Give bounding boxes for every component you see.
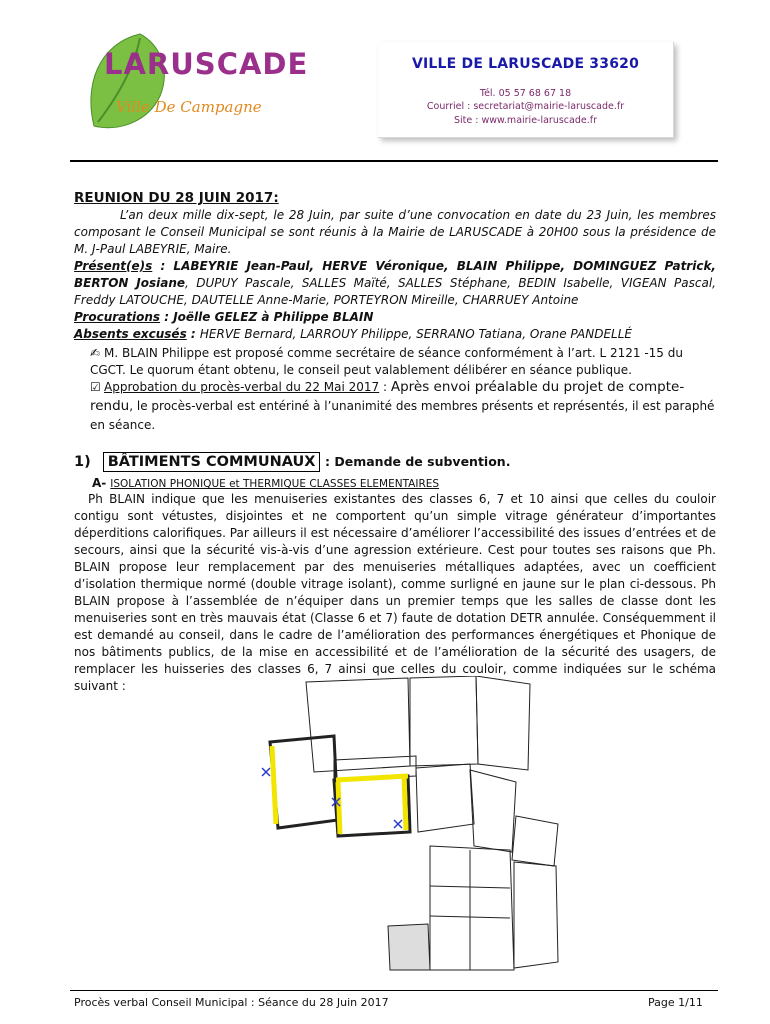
email-address: Courriel : secretariat@mairie-laruscade.fr — [426, 101, 625, 112]
absents-label: Absents excusés — [74, 327, 187, 341]
header-contact-box — [378, 42, 674, 138]
section-1-subtitle: : Demande de subvention. — [325, 454, 511, 469]
meeting-title-suffix: : — [273, 190, 279, 206]
footer-divider — [70, 990, 718, 991]
logo-name: LARUSCADE — [104, 47, 308, 81]
phone-number: Tél. 05 57 68 67 18 — [479, 88, 572, 99]
section-1-title: BÂTIMENTS COMMUNAUX — [103, 452, 321, 472]
section-1-heading — [74, 452, 510, 472]
plan-room-right — [470, 770, 516, 852]
meeting-title-text: REUNION DU 28 JUIN 2017 — [74, 190, 274, 206]
present-bold-names: : LABEYRIE Jean-Paul, HERVE Véronique, BLAIN Philippe, DOMINGUEZ Patrick, BERTON Josiane — [74, 259, 716, 290]
floor-plan-drawing — [258, 676, 576, 976]
approval-big-text: Après envoi préalable du projet de compte-rendu — [90, 379, 685, 414]
approval-link-text: Approbation du procès-verbal du 22 Mai 2017 — [104, 380, 380, 394]
plan-room-top-right — [476, 676, 530, 770]
approval-paragraph — [90, 378, 716, 435]
highlighted-joinery — [272, 746, 408, 834]
plan-room-top-left — [306, 678, 410, 772]
absents-names: HERVE Bernard, LARROUY Philippe, SERRANO Tatiana, Orane PANDELLÉ — [199, 327, 633, 341]
plan-room-top-mid — [410, 676, 478, 766]
checkbox-icon: ☑ — [90, 380, 101, 394]
section-1-body: Ph BLAIN indique que les menuiseries existantes des classes 6, 7 et 10 ainsi que celles du couloir contigu sont vétustes, disjointes et ne comportent qu’un simple vitrage générateur d’importantes déperditions calorifiques. Par ailleurs il est nécessaire d’améliorer l’accessibilité des issues d’entrées et de secours, ainsi que la sécurité vis-à-vis d’une agression extérieure. Cest pour toutes ses raisons que Ph. BLAIN propose leur remplacement par des menuiseries métalliques adaptées, avec un coefficient d’isolation thermique normé (double vitrage isolant), comme surligné en jaune sur le plan ci-dessous. Ph BLAIN propose à l’assemblée de n’équiper dans un premier temps que les salles de classe dont les menuiseries sont en très mauvais état (Classe 6 et 7) faute de dotation DETR annulée. Conséquemment il est demandé au conseil, dans le cadre de l’amélioration des performances énergétiques et Phonique de nos bâtiments publics, de la mise en accessibilité et de l’amélioration de la sécurité des usagers, de remplacer les huisseries des classes 6, 7 ainsi que celles du couloir, comme indiquées sur le schéma suivant : — [74, 492, 716, 693]
secretary-paragraph — [90, 345, 716, 379]
website-address: Site : www.mairie-laruscade.fr — [454, 115, 597, 126]
plan-class-6 — [270, 736, 338, 828]
meeting-intro: L’an deux mille dix-sept, le 28 Juin, par suite d’une convocation en date du 23 Juin, les membres composant le Conseil Municipal se sont réunis à la Mairie de LARUSCADE à 20H00 sous la présidence de M. J-Paul LABEYRIE, Maire. — [74, 208, 716, 256]
plan-room-far-right — [512, 816, 558, 866]
plan-lower-right — [514, 862, 558, 968]
laruscade-logo — [78, 26, 308, 138]
section-1-number: 1) — [74, 454, 91, 470]
leaf-logo-graphic — [78, 26, 308, 138]
plan-room-centre — [416, 764, 474, 832]
floor-plan — [258, 676, 576, 976]
secretary-text: M. BLAIN Philippe est proposé comme secrétaire de séance conformément à l’art. L 2121 -15 du CGCT. Le quorum étant obtenu, le conseil peut valablement délibérer en séance publique. — [90, 346, 683, 377]
subsection-a-heading — [92, 476, 439, 490]
procurations-label: Procurations — [74, 310, 161, 324]
present-other-names: , DUPUY Pascale, SALLES Maïté, SALLES Stéphane, BEDIN Isabelle, VIGEAN Pascal, Freddy LATOUCHE, DAUTELLE Anne-Marie, PORTEYRON Mireille, CHARRUEY Antoine — [74, 276, 716, 307]
footer-document-title: Procès verbal Conseil Municipal : Séance du 28 Juin 2017 — [74, 996, 389, 1009]
absents-colon: : — [186, 327, 200, 341]
logo-tagline: Ville De Campagne — [116, 98, 262, 116]
subsection-a-letter: A- — [92, 476, 107, 490]
header-divider — [70, 160, 718, 162]
town-title: VILLE DE LARUSCADE 33620 — [411, 56, 640, 72]
present-label: Présent(e)s — [74, 259, 153, 273]
footer-page-number: Page 1/11 — [648, 996, 703, 1009]
procurations-text: : Joëlle GELEZ à Philippe BLAIN — [160, 310, 374, 324]
procurations — [74, 309, 716, 326]
plan-hatch-area — [388, 924, 430, 970]
approval-colon: : — [379, 380, 391, 394]
subsection-a-title: ISOLATION PHONIQUE et THERMIQUE CLASSES ELEMENTAIRES — [110, 478, 440, 490]
present-members — [74, 258, 716, 309]
plan-lower-wing — [430, 846, 514, 970]
absents — [74, 326, 716, 343]
meeting-title — [74, 190, 279, 206]
approval-rest-text: , le procès-verbal est entériné à l’unanimité des membres présents et représentés, il est paraphé en séance. — [90, 399, 715, 432]
plan-class-7 — [334, 776, 410, 836]
writing-hand-icon: ✍ — [90, 346, 101, 360]
